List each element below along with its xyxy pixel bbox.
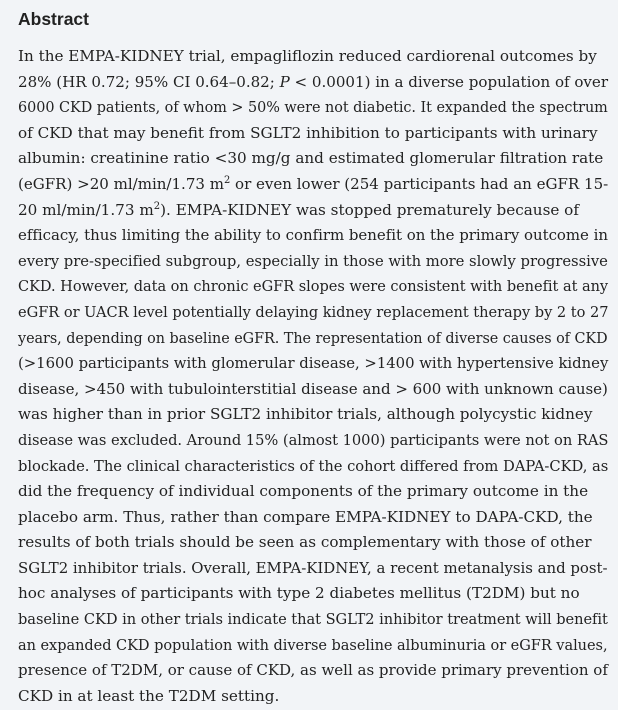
italic-text: P	[279, 72, 290, 91]
text-segment: eGFR or UACR level potentially delaying kidney replacement therapy by 2 to 27	[18, 302, 609, 321]
text-segment: CKD. However, data on chronic eGFR slopes were consistent with benefit at any	[18, 277, 609, 296]
text-segment: 20 ml/min/1.73 m	[18, 200, 154, 219]
abstract-line	[18, 454, 609, 480]
abstract-line	[18, 530, 608, 556]
abstract-line	[18, 633, 608, 659]
text-segment: every pre-specified subgroup, especially in those with more slowly progressive	[18, 251, 608, 270]
text-segment: blockade. The clinical characteristics of the cohort differed from DAPA-CKD, as	[18, 456, 609, 475]
abstract-line	[18, 658, 608, 684]
abstract-line	[18, 326, 608, 352]
abstract-line	[18, 479, 608, 505]
abstract-line	[18, 274, 609, 300]
text-segment: SGLT2 inhibitor trials. Overall, EMPA-KIDNEY, a recent metanalysis and post-	[18, 558, 608, 577]
text-segment: or even lower (254 participants had an eGFR 15-	[230, 174, 609, 193]
abstract-line	[18, 581, 608, 607]
abstract-line	[18, 428, 609, 454]
abstract-line	[18, 684, 608, 710]
abstract-line	[18, 70, 609, 96]
abstract-line	[18, 44, 608, 70]
text-segment: of CKD that may benefit from SGLT2 inhibition to participants with urinary	[18, 123, 598, 142]
text-segment: an expanded CKD population with diverse baseline albuminuria or eGFR values,	[18, 635, 608, 654]
text-segment: placebo arm. Thus, rather than compare EMPA-KIDNEY to DAPA-CKD, the	[18, 507, 593, 526]
abstract-line	[18, 377, 608, 403]
text-segment: efficacy, thus limiting the ability to confirm benefit on the primary outcome in	[18, 226, 608, 245]
abstract-line	[18, 249, 608, 275]
text-segment: < 0.0001) in a diverse population of over	[289, 72, 609, 91]
text-segment: albumin: creatinine ratio <30 mg/g and estimated glomerular filtration rate	[18, 149, 604, 168]
text-segment: baseline CKD in other trials indicate that SGLT2 inhibitor treatment will benefit	[18, 610, 608, 629]
text-segment: ). EMPA-KIDNEY was stopped prematurely because of	[160, 200, 579, 219]
abstract-line	[18, 556, 608, 582]
text-segment: 28% (HR 0.72; 95% CI 0.64–0.82;	[18, 72, 280, 91]
abstract-line	[18, 146, 608, 172]
abstract-line	[18, 505, 608, 531]
text-segment: was higher than in prior SGLT2 inhibitor trials, although polycystic kidney	[18, 405, 593, 424]
text-segment: did the frequency of individual components of the primary outcome in the	[18, 482, 589, 501]
text-segment: 6000 CKD patients, of whom > 50% were not diabetic. It expanded the spectrum	[18, 98, 608, 117]
abstract-line	[18, 95, 608, 121]
text-segment: In the EMPA-KIDNEY trial, empagliflozin reduced cardiorenal outcomes by	[18, 47, 597, 65]
text-segment: years, depending on baseline eGFR. The representation of diverse causes of CKD	[18, 328, 608, 347]
abstract-line	[18, 172, 609, 198]
abstract-line	[18, 607, 608, 633]
abstract-heading: Abstract	[18, 9, 89, 29]
superscript: 2	[153, 200, 161, 212]
text-segment: disease, >450 with tubulointerstitial disease and > 600 with unknown cause)	[18, 379, 608, 398]
text-segment: results of both trials should be seen as complementary with those of other	[18, 533, 592, 552]
abstract-body	[18, 44, 608, 709]
text-segment: CKD in at least the T2DM setting.	[18, 686, 280, 705]
abstract-line	[18, 402, 608, 428]
abstract-line	[18, 121, 608, 147]
abstract-line	[18, 351, 609, 377]
abstract-line	[18, 223, 608, 249]
abstract-line	[18, 300, 609, 326]
abstract-line	[18, 198, 608, 224]
text-segment: presence of T2DM, or cause of CKD, as well as provide primary prevention of	[18, 661, 608, 680]
text-segment: (>1600 participants with glomerular disease, >1400 with hypertensive kidney	[18, 354, 609, 373]
text-segment: (eGFR) >20 ml/min/1.73 m	[18, 174, 224, 193]
text-segment: disease was excluded. Around 15% (almost 1000) participants were not on RAS	[18, 430, 609, 449]
superscript: 2	[223, 174, 231, 186]
text-segment: hoc analyses of participants with type 2 diabetes mellitus (T2DM) but no	[18, 584, 580, 603]
